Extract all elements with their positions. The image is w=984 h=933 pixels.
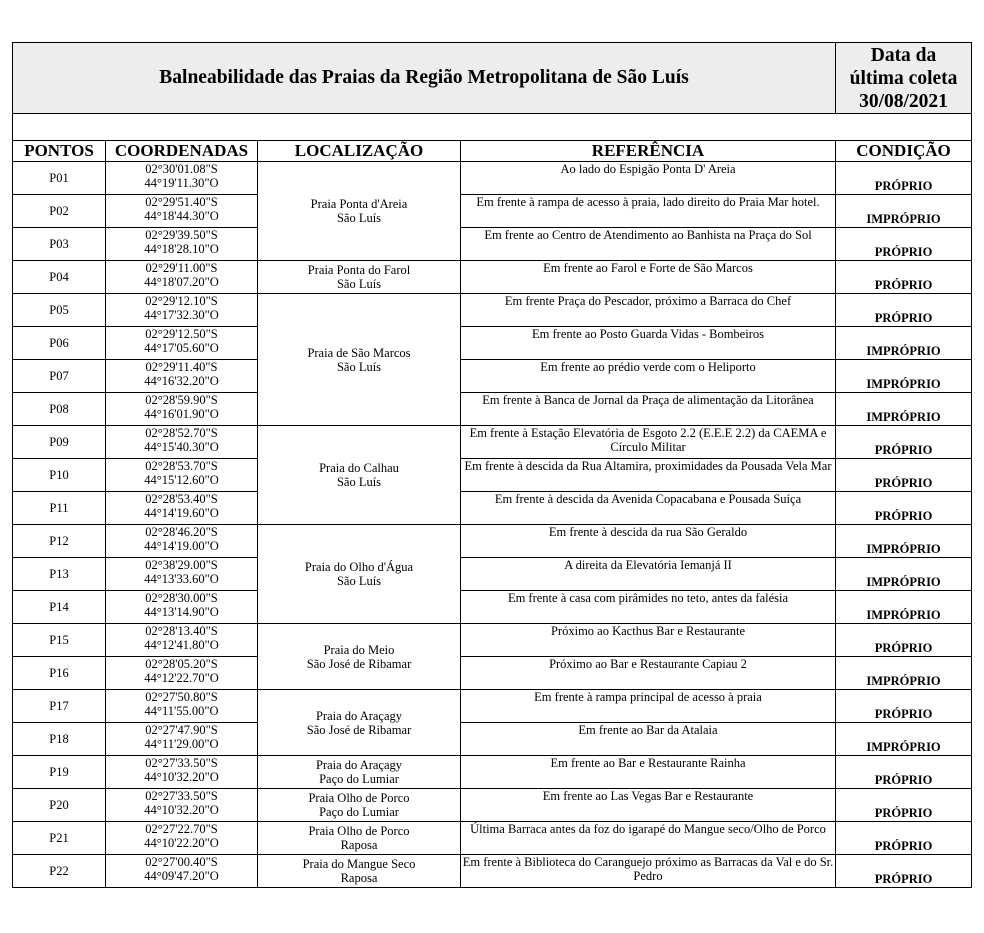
coordenadas-cell <box>106 360 258 393</box>
localizacao-praia: Praia Olho de Porco <box>308 791 410 805</box>
localizacao-cell <box>258 822 461 855</box>
localizacao-praia: Praia do Mangue Seco <box>302 857 416 871</box>
longitude: 44°11'29.00"O <box>144 737 219 751</box>
latitude: 02°28'52.70"S <box>145 426 218 440</box>
ponto-cell: P01 <box>13 162 106 195</box>
table-row <box>13 591 972 624</box>
condicao-cell: PRÓPRIO <box>836 162 972 195</box>
localizacao-cell <box>258 261 461 294</box>
coordenadas-cell <box>106 393 258 426</box>
referencia-cell: A direita da Elevatória Iemanjá II <box>461 558 836 591</box>
ponto-cell: P21 <box>13 822 106 855</box>
latitude: 02°29'39.50"S <box>145 228 218 242</box>
condicao-cell: IMPRÓPRIO <box>836 327 972 360</box>
ponto-cell: P19 <box>13 756 106 789</box>
ponto-cell: P22 <box>13 855 106 888</box>
referencia-cell: Próximo ao Kacthus Bar e Restaurante <box>461 624 836 657</box>
coordenadas-cell <box>106 855 258 888</box>
longitude: 44°18'28.10"O <box>144 242 219 256</box>
longitude: 44°18'44.30"O <box>144 209 219 223</box>
longitude: 44°15'40.30"O <box>144 440 219 454</box>
coordenadas-cell <box>106 195 258 228</box>
latitude: 02°27'33.50"S <box>145 756 218 770</box>
localizacao-cell <box>258 426 461 525</box>
condicao-cell: IMPRÓPRIO <box>836 657 972 690</box>
latitude: 02°29'11.40"S <box>145 360 218 374</box>
coordenadas-cell <box>106 228 258 261</box>
referencia-cell: Em frente ao Las Vegas Bar e Restaurante <box>461 789 836 822</box>
ponto-cell: P10 <box>13 459 106 492</box>
ponto-cell: P08 <box>13 393 106 426</box>
condicao-cell: IMPRÓPRIO <box>836 393 972 426</box>
localizacao-praia: Praia do Calhau <box>319 461 399 475</box>
table-row <box>13 525 972 558</box>
ponto-cell: P02 <box>13 195 106 228</box>
table-row <box>13 756 972 789</box>
coordenadas-cell <box>106 723 258 756</box>
ponto-cell: P03 <box>13 228 106 261</box>
spacer-row <box>13 114 972 141</box>
condicao-cell: PRÓPRIO <box>836 492 972 525</box>
localizacao-municipio: São Luís <box>336 359 382 374</box>
longitude: 44°11'55.00"O <box>144 704 219 718</box>
coordenadas-cell <box>106 591 258 624</box>
condicao-cell: PRÓPRIO <box>836 426 972 459</box>
condicao-cell: IMPRÓPRIO <box>836 591 972 624</box>
latitude: 02°28'05.20"S <box>145 657 218 671</box>
localizacao-praia: Praia do Araçagy <box>315 708 403 723</box>
latitude: 02°27'47.90"S <box>145 723 218 737</box>
table-row <box>13 426 972 459</box>
date-label-line-2: última coleta <box>849 67 958 89</box>
referencia-cell: Em frente à rampa principal de acesso à praia <box>461 690 836 723</box>
coordenadas-cell <box>106 525 258 558</box>
referencia-cell: Em frente ao Bar e Restaurante Rainha <box>461 756 836 789</box>
table-row <box>13 162 972 195</box>
longitude: 44°10'32.20"O <box>144 770 219 784</box>
localizacao-praia: Praia Ponta do Farol <box>307 263 411 277</box>
longitude: 44°19'11.30"O <box>144 176 219 190</box>
ponto-cell: P14 <box>13 591 106 624</box>
table-row <box>13 657 972 690</box>
condicao-cell: PRÓPRIO <box>836 822 972 855</box>
localizacao-praia: Praia Olho de Porco <box>308 824 410 838</box>
coordenadas-cell <box>106 657 258 690</box>
localizacao-cell <box>258 624 461 690</box>
localizacao-municipio: São Luís <box>336 574 382 588</box>
latitude: 02°29'11.00"S <box>145 261 218 275</box>
condicao-cell: PRÓPRIO <box>836 756 972 789</box>
ponto-cell: P04 <box>13 261 106 294</box>
condicao-cell: PRÓPRIO <box>836 261 972 294</box>
localizacao-municipio: São Luís <box>336 277 382 291</box>
longitude: 44°10'32.20"O <box>144 803 219 817</box>
referencia-cell: Em frente à descida da Rua Altamira, proximidades da Pousada Vela Mar <box>461 459 836 492</box>
referencia-cell: Última Barraca antes da foz do igarapé do Mangue seco/Olho de Porco <box>461 822 836 855</box>
coordenadas-cell <box>106 261 258 294</box>
table-row <box>13 624 972 657</box>
coordenadas-cell <box>106 459 258 492</box>
localizacao-cell <box>258 525 461 624</box>
ponto-cell: P16 <box>13 657 106 690</box>
localizacao-cell <box>258 855 461 888</box>
ponto-cell: P15 <box>13 624 106 657</box>
localizacao-cell <box>258 756 461 789</box>
longitude: 44°14'19.60"O <box>144 506 219 520</box>
localizacao-municipio: São Luís <box>336 475 382 489</box>
table-row <box>13 195 972 228</box>
referencia-cell: Em frente ao prédio verde com o Heliporto <box>461 360 836 393</box>
referencia-cell: Em frente ao Centro de Atendimento ao Banhista na Praça do Sol <box>461 228 836 261</box>
condicao-cell: PRÓPRIO <box>836 228 972 261</box>
balneabilidade-sheet <box>12 42 971 888</box>
balneabilidade-table <box>12 42 972 888</box>
condicao-cell: IMPRÓPRIO <box>836 525 972 558</box>
longitude: 44°10'22.20"O <box>144 836 219 850</box>
localizacao-municipio: Raposa <box>340 838 378 852</box>
referencia-cell: Ao lado do Espigão Ponta D' Areia <box>461 162 836 195</box>
table-row <box>13 690 972 723</box>
longitude: 44°14'19.00"O <box>144 539 219 553</box>
latitude: 02°29'51.40"S <box>145 195 218 209</box>
latitude: 02°27'00.40"S <box>145 855 218 869</box>
coordenadas-cell <box>106 162 258 195</box>
localizacao-municipio: Paço do Lumiar <box>319 805 399 819</box>
header-pontos: PONTOS <box>13 141 106 162</box>
ponto-cell: P07 <box>13 360 106 393</box>
longitude: 44°16'32.20"O <box>144 374 219 388</box>
longitude: 44°15'12.60"O <box>144 473 219 487</box>
condicao-cell: IMPRÓPRIO <box>836 195 972 228</box>
ponto-cell: P05 <box>13 294 106 327</box>
latitude: 02°28'53.40"S <box>145 492 218 506</box>
longitude: 44°12'41.80"O <box>144 638 219 652</box>
ponto-cell: P11 <box>13 492 106 525</box>
date-value: 30/08/2021 <box>859 90 948 112</box>
table-row <box>13 393 972 426</box>
latitude: 02°28'59.90"S <box>145 393 218 407</box>
longitude: 44°13'33.60"O <box>144 572 219 586</box>
table-row <box>13 228 972 261</box>
localizacao-municipio: São José de Ribamar <box>306 656 412 671</box>
ponto-cell: P20 <box>13 789 106 822</box>
referencia-cell: Em frente à Estação Elevatória de Esgoto 2.2 (E.E.E 2.2) da CAEMA e Círculo Militar <box>461 426 836 459</box>
latitude: 02°27'33.50"S <box>145 789 218 803</box>
table-row <box>13 294 972 327</box>
latitude: 02°27'22.70"S <box>145 822 218 836</box>
ponto-cell: P06 <box>13 327 106 360</box>
latitude: 02°30'01.08"S <box>145 162 218 176</box>
table-row <box>13 261 972 294</box>
coordenadas-cell <box>106 426 258 459</box>
referencia-cell: Em frente à Banca de Jornal da Praça de alimentação da Litorânea <box>461 393 836 426</box>
header-localizacao: LOCALIZAÇÃO <box>258 141 461 162</box>
table-row <box>13 723 972 756</box>
latitude: 02°27'50.80"S <box>145 690 218 704</box>
latitude: 02°29'12.50"S <box>145 327 218 341</box>
referencia-cell: Em frente ao Posto Guarda Vidas - Bombeiros <box>461 327 836 360</box>
referencia-cell: Em frente à Biblioteca do Caranguejo próximo as Barracas da Val e do Sr. Pedro <box>461 855 836 888</box>
ponto-cell: P09 <box>13 426 106 459</box>
localizacao-municipio: São Luís <box>336 211 382 225</box>
condicao-cell: IMPRÓPRIO <box>836 558 972 591</box>
condicao-cell: IMPRÓPRIO <box>836 360 972 393</box>
longitude: 44°16'01.90"O <box>144 407 219 421</box>
header-coordenadas: COORDENADAS <box>106 141 258 162</box>
localizacao-cell <box>258 690 461 756</box>
coordenadas-cell <box>106 294 258 327</box>
longitude: 44°09'47.20"O <box>144 869 219 883</box>
table-row <box>13 822 972 855</box>
localizacao-praia: Praia Ponta d'Areia <box>310 197 408 211</box>
latitude: 02°29'12.10"S <box>145 294 218 308</box>
header-condicao: CONDIÇÃO <box>836 141 972 162</box>
referencia-cell: Em frente ao Bar da Atalaia <box>461 723 836 756</box>
longitude: 44°13'14.90"O <box>144 605 219 619</box>
longitude: 44°17'05.60"O <box>144 341 219 355</box>
localizacao-praia: Praia do Meio <box>323 642 395 657</box>
localizacao-cell <box>258 162 461 261</box>
latitude: 02°28'46.20"S <box>145 525 218 539</box>
date-block <box>836 43 972 114</box>
table-title: Balneabilidade das Praias da Região Metropolitana de São Luís <box>13 43 836 114</box>
condicao-cell: PRÓPRIO <box>836 459 972 492</box>
referencia-cell: Em frente à rampa de acesso à praia, lado direito do Praia Mar hotel. <box>461 195 836 228</box>
table-body <box>13 162 972 888</box>
table-row <box>13 327 972 360</box>
condicao-cell: PRÓPRIO <box>836 855 972 888</box>
localizacao-praia: Praia do Araçagy <box>315 758 403 772</box>
localizacao-praia: Praia do Olho d'Água <box>304 560 414 574</box>
ponto-cell: P13 <box>13 558 106 591</box>
coordenadas-cell <box>106 492 258 525</box>
ponto-cell: P18 <box>13 723 106 756</box>
longitude: 44°12'22.70"O <box>144 671 219 685</box>
localizacao-municipio: Raposa <box>340 871 378 885</box>
referencia-cell: Em frente Praça do Pescador, próximo a Barraca do Chef <box>461 294 836 327</box>
table-row <box>13 492 972 525</box>
longitude: 44°17'32.30"O <box>144 308 219 322</box>
referencia-cell: Em frente ao Farol e Forte de São Marcos <box>461 261 836 294</box>
latitude: 02°28'13.40"S <box>145 624 218 638</box>
table-row <box>13 558 972 591</box>
localizacao-municipio: São José de Ribamar <box>306 722 412 737</box>
coordenadas-cell <box>106 690 258 723</box>
condicao-cell: PRÓPRIO <box>836 294 972 327</box>
table-row <box>13 789 972 822</box>
localizacao-municipio: Paço do Lumiar <box>319 772 399 786</box>
coordenadas-cell <box>106 558 258 591</box>
condicao-cell: PRÓPRIO <box>836 690 972 723</box>
condicao-cell: PRÓPRIO <box>836 789 972 822</box>
coordenadas-cell <box>106 756 258 789</box>
coordenadas-cell <box>106 624 258 657</box>
referencia-cell: Próximo ao Bar e Restaurante Capiau 2 <box>461 657 836 690</box>
localizacao-cell <box>258 294 461 426</box>
condicao-cell: PRÓPRIO <box>836 624 972 657</box>
header-referencia: REFERÊNCIA <box>461 141 836 162</box>
latitude: 02°28'53.70"S <box>145 459 218 473</box>
table-row <box>13 459 972 492</box>
condicao-cell: IMPRÓPRIO <box>836 723 972 756</box>
latitude: 02°38'29.00"S <box>145 558 218 572</box>
coordenadas-cell <box>106 822 258 855</box>
referencia-cell: Em frente à descida da rua São Geraldo <box>461 525 836 558</box>
localizacao-cell <box>258 789 461 822</box>
table-row <box>13 855 972 888</box>
longitude: 44°18'07.20"O <box>144 275 219 289</box>
coordenadas-cell <box>106 327 258 360</box>
ponto-cell: P17 <box>13 690 106 723</box>
table-row <box>13 360 972 393</box>
referencia-cell: Em frente à casa com pirâmides no teto, antes da falésia <box>461 591 836 624</box>
localizacao-praia: Praia de São Marcos <box>307 345 411 360</box>
coordenadas-cell <box>106 789 258 822</box>
ponto-cell: P12 <box>13 525 106 558</box>
referencia-cell: Em frente à descida da Avenida Copacabana e Pousada Suíça <box>461 492 836 525</box>
date-label-line-1: Data da <box>870 44 937 66</box>
latitude: 02°28'30.00"S <box>145 591 218 605</box>
